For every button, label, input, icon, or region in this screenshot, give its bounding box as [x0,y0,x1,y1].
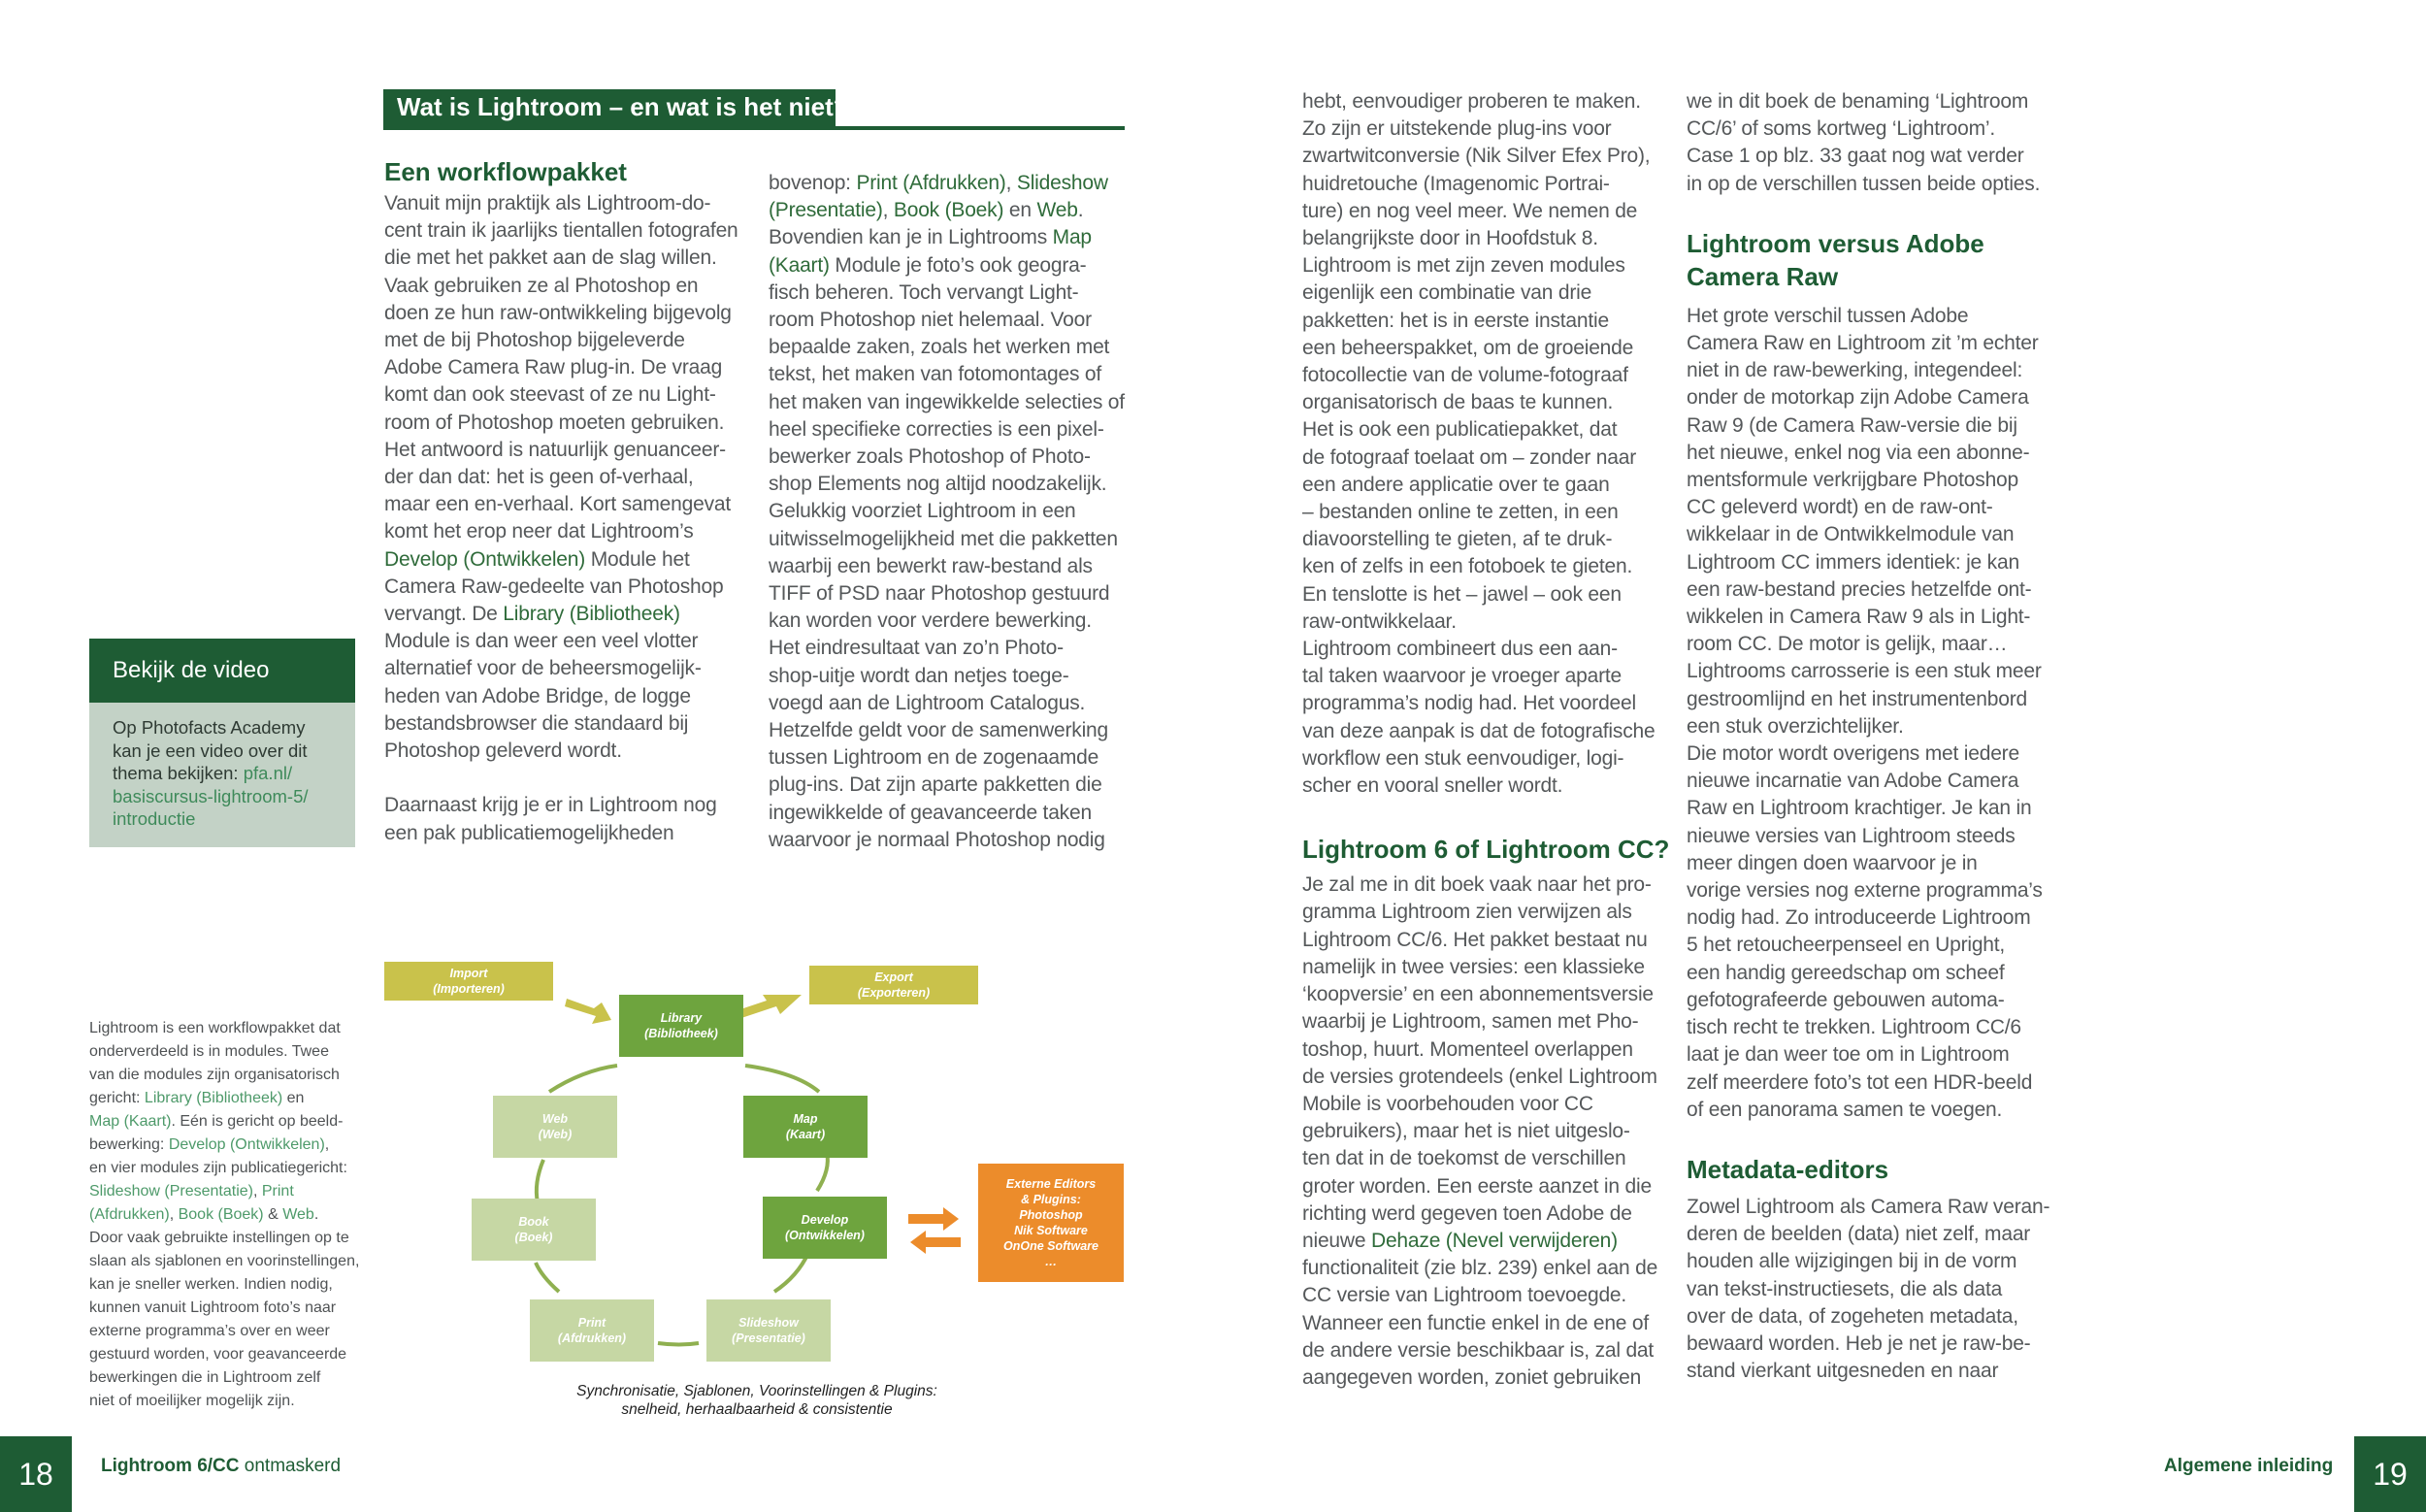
node-print: Print (Afdrukken) [530,1299,654,1362]
text-line: tussen Lightroom en de zogenaamde [769,746,1099,770]
text-line: niet of moeilijker mogelijk zijn. [89,1393,295,1409]
text-line: – bestanden online te zetten, in een [1302,501,1619,524]
text-line: fisch beheren. Toch vervangt Light- [769,280,1079,304]
text-line: van deze aanpak is dat de fotografische [1302,719,1656,742]
text-line: slaan als sjablonen en voorinstellingen, [89,1253,360,1269]
caption-line: Synchronisatie, Sjablonen, Voorinstellingen & Plugins: [576,1383,937,1399]
text-line: Camera Raw-gedeelte van Photoshop [384,575,724,598]
module-map-link: Map [1052,226,1092,249]
text-line: bepaalde zaken, zoals het werken met [769,336,1110,359]
note-library-link: Library (Bibliotheek) [144,1090,283,1106]
text-line [769,197,1137,224]
text-line: 5 het retoucheerpenseel en Upright, [1687,934,2006,957]
text-line: organisatorisch de baas te kunnen. [1302,391,1614,414]
node-slideshow: Slideshow (Presentatie) [706,1299,831,1362]
title-rule [383,126,1125,130]
text-line: houden alle wijzigingen bij in de vorm [1687,1250,2017,1273]
text-line: Mobile is voorbehouden voor CC [1302,1092,1593,1115]
running-title-bold: Lightroom 6/CC [101,1456,240,1476]
text-line: der dan dat: het is geen of-verhaal, [384,466,694,489]
text-line: room Photoshop niet helemaal. Voor [769,309,1092,332]
export-arrow-icon [738,995,802,1018]
text-line [384,601,743,628]
text-line: waarbij een bewerkt raw-bestand als [769,554,1093,577]
text-span: bovenop: [769,172,857,194]
column-4-text-b [1687,303,2055,1124]
node-web: Web (Web) [493,1096,617,1158]
heading-line: Camera Raw [1687,261,1839,291]
text-line: Het eindresultaat van zo’n Photo- [769,637,1064,660]
module-map-link-cont: (Kaart) [769,253,830,277]
video-link-cont[interactable]: introductie [113,808,196,829]
video-callout [89,639,355,847]
text-span: . Eén is gericht op beeld- [171,1113,344,1130]
text-line: doen ze hun raw-ontwikkeling bijgevolg [384,301,732,324]
node-export: Export (Exporteren) [809,966,978,1004]
node-book: Book (Boek) [472,1199,596,1261]
text-line: Lightrooms carrosserie is een stuk meer [1687,660,2042,683]
text-line: diavoorstelling te gieten, af te druk- [1302,528,1613,551]
text-line: het nieuwe, enkel nog via een abonne- [1687,441,2030,464]
text-span: en [1003,199,1037,222]
module-develop-link: Develop (Ontwikkelen) [384,547,586,571]
text-line [89,1180,371,1203]
node-library: Library (Bibliotheek) [619,995,743,1057]
text-line: we in dit boek de benaming ‘Lightroom [1687,90,2029,113]
text-line: Lightroom is met zijn zeven modules [1302,254,1625,278]
text-span: Module je foto’s ook geogra- [829,253,1087,277]
heading-metadata-editors: Metadata-editors [1687,1154,1889,1184]
column-2 [769,170,1137,854]
text-line [769,224,1137,251]
page-number-right: 19 [2354,1436,2426,1512]
text-line: de andere versie beschikbaar is, zal dat [1302,1338,1655,1362]
text-span: & [263,1206,283,1223]
text-line [89,1087,371,1110]
text-line: uitwisselmogelijkheid met die pakketten [769,527,1118,550]
note-print-link: Print [261,1183,294,1200]
text-line: heel specifieke correcties is een pixel- [769,417,1104,441]
text-line: kan worden voor verdere bewerking. [769,609,1092,633]
text-line: Die motor wordt overigens met iedere [1687,742,2019,766]
text-line: mentsformule verkrijgbare Photoshop [1687,469,2019,492]
text-line: TIFF of PSD naar Photoshop gestuurd [769,582,1110,606]
text-line: meer dingen doen waarvoor je in [1687,851,1978,874]
text-line: plug-ins. Dat zijn aparte pakketten die [769,773,1102,797]
text-span: nieuwe [1302,1229,1371,1252]
arrow-left-icon [910,1231,961,1254]
text-line: Lightroom CC/6. Het pakket bestaat nu [1302,928,1648,951]
sync-arrows [908,1207,961,1254]
text-line: huidretouche (Imagenomic Portrai- [1302,172,1610,195]
note-book-link: Book (Boek) [178,1206,264,1223]
text-line: cent train ik jaarlijks tientallen fotografen [384,219,738,243]
text-line: bestandsbrowser die standaard bij [384,711,689,735]
text-line: Adobe Camera Raw plug-in. De vraag [384,356,723,379]
text-span: . [313,1206,319,1223]
text-line: gestroomlijnd en het instrumentenbord [1687,687,2027,710]
text-line: bewerker zoals Photoshop of Photo- [769,445,1091,469]
cycle-arc-slideshow-print [658,1343,699,1345]
text-line: komt het erop neer dat Lightroom’s [384,520,694,543]
heading-workflowpakket: Een workflowpakket [384,157,627,186]
text-line: gestuurd worden, voor geavanceerde [89,1346,347,1363]
text-span: en [282,1090,305,1106]
text-line: tekst, het maken van fotomontages of [769,363,1102,386]
text-line: kan je een video over dit [113,740,308,761]
column-4 [1687,88,2055,1385]
heading-line: Lightroom versus Adobe [1687,228,1984,258]
text-line: Het antwoord is natuurlijk genuanceer- [384,438,726,461]
text-line: een raw-bestand precies hetzelfde ont- [1687,577,2032,601]
dehaze-link: Dehaze (Nevel verwijderen) [1370,1229,1618,1252]
column-1 [384,155,743,847]
text-line: programma’s nodig had. Het voordeel [1302,692,1636,715]
text-line: bewaard worden. Heb je net je raw-be- [1687,1331,2031,1355]
diagram-sidenote [89,1017,371,1413]
text-line [769,252,1137,279]
text-line: ‘koopversie’ en een abonnementsversie [1302,983,1654,1006]
text-line: nodig had. Zo introduceerde Lightroom [1687,906,2031,930]
text-line: kunnen vanuit Lightroom foto’s naar [89,1299,337,1316]
text-line: Lightroom is een workflowpakket dat [89,1020,341,1036]
cycle-arc-web-library [549,1066,617,1092]
text-line: tisch recht te trekken. Lightroom CC/6 [1687,1016,2021,1039]
text-line: van die modules zijn organisatorisch [89,1067,340,1083]
text-line: Op Photofacts Academy [113,717,306,738]
text-span: , [324,1136,330,1153]
column-1-text [384,190,743,847]
column-4-text-a [1687,88,2055,198]
column-3 [1302,88,1671,1392]
text-line: kan je sneller werken. Indien nodig, [89,1276,333,1293]
text-span: Module het [585,547,690,571]
text-line: room CC. De motor is gelijk, maar… [1687,633,2008,656]
text-line: toshop, huurt. Momenteel overlappen [1302,1037,1633,1061]
text-line [89,1134,371,1157]
text-line: Het grote verschil tussen Adobe [1687,304,1969,327]
running-title-rest: ontmaskerd [239,1456,342,1476]
text-line [89,1203,371,1227]
column-3-text-b [1302,871,1671,1392]
text-line: gebruikers), maar het is niet uitgeslo- [1302,1120,1630,1143]
text-line: ken of zelfs in een fotoboek te gieten. [1302,555,1633,578]
text-line: nieuwe incarnatie van Adobe Camera [1687,770,2019,793]
running-section: Algemene inleiding [2164,1456,2334,1476]
text-line: Wanneer een functie enkel in de ene of [1302,1311,1650,1334]
text-line: niet in de raw-bewerking, integendeel: [1687,359,2023,382]
text-line: Lightroom CC immers identiek: je kan [1687,550,2019,574]
note-slideshow-link: Slideshow (Presentatie) [89,1183,253,1200]
text-line: ten dat in de toekomst de verschillen [1302,1147,1626,1170]
text-line [89,1110,371,1134]
note-print-link-cont: (Afdrukken) [89,1206,170,1223]
text-line: pakketten: het is in eerste instantie [1302,309,1609,332]
text-line: Je zal me in dit boek vaak naar het pro- [1302,873,1652,897]
text-line: een pak publicatiemogelijkheden [384,821,674,844]
text-line: waarvoor je normaal Photoshop nodig [769,828,1105,851]
text-span: thema bekijken: [113,763,244,783]
workflow-diagram [378,956,1135,1383]
module-slideshow-link-cont: (Presentatie) [769,199,883,222]
text-line: shop-uitje wordt dan netjes toege- [769,664,1069,687]
text-line: een handig gereedschap om scheef [1687,961,2005,984]
text-line: groter worden. Een eerste aanzet in die [1302,1174,1652,1198]
text-line: Gelukkig voorziet Lightroom in een [769,500,1076,523]
text-line: gramma Lightroom zien verwijzen als [1302,901,1632,924]
cycle-arc-book-web [537,1160,543,1202]
note-map-link: Map (Kaart) [89,1113,172,1130]
video-callout-text [113,716,345,831]
module-library-link: Library (Bibliotheek) [503,603,680,626]
text-line: die met het pakket aan de slag willen. [384,247,717,270]
node-external-editors: Externe Editors & Plugins: Photoshop Nik Software OnOne Software … [978,1164,1124,1282]
node-develop: Develop (Ontwikkelen) [763,1197,887,1259]
text-line: namelijk in twee versies: een klassieke [1302,955,1645,978]
text-line: waarbij je Lightroom, samen met Pho- [1302,1010,1639,1034]
text-line: een stuk overzichtelijker. [1687,714,1904,738]
text-line: aangegeven worden, zoniet gebruiken [1302,1365,1642,1389]
text-span: , [252,1183,262,1200]
text-line: heden van Adobe Bridge, de logge [384,684,691,707]
text-line: Vaak gebruiken ze al Photoshop en [384,274,699,297]
cycle-arc-develop-slideshow [774,1253,808,1292]
text-line: gefotografeerde gebouwen automa- [1687,988,2005,1011]
text-line: externe programma’s over en weer [89,1323,330,1339]
cycle-arc-library-map [745,1066,819,1092]
text-span: bewerking: [89,1136,169,1153]
text-line: Zo zijn er uitstekende plug-ins voor [1302,117,1612,141]
note-develop-link: Develop (Ontwikkelen) [168,1136,325,1153]
text-line: eigenlijk een combinatie van drie [1302,281,1592,305]
arrow-right-icon [908,1207,959,1231]
text-line [1302,1228,1671,1255]
text-line: een andere applicatie over te gaan [1302,473,1610,496]
text-line: En tenslotte is het – jawel – ook een [1302,582,1622,606]
section-title-bar [383,89,1125,130]
text-line: Photoshop geleverd wordt. [384,740,622,763]
text-line: shop Elements nog altijd noodzakelijk. [769,473,1107,496]
text-line: over de data, of zogeheten metadata, [1687,1304,2018,1328]
heading-lightroom-6-or-cc: Lightroom 6 of Lightroom CC? [1302,835,1670,865]
text-line: komt dan ook steevast of ze nu Light- [384,383,716,407]
text-line: onder de motorkap zijn Adobe Camera [1687,386,2029,410]
node-import: Import (Importeren) [384,962,553,1001]
text-line: Lightroom combineert dus een aan- [1302,638,1618,661]
text-span: , [1005,172,1017,194]
module-web-link: Web [1036,199,1078,222]
text-line: Hetzelfde geldt voor de samenwerking [769,719,1108,742]
text-line: een beheerspakket, om de groeiende [1302,336,1634,359]
text-line: CC/6’ of soms kortweg ‘Lightroom’. [1687,117,1996,141]
caption-line: snelheid, herhaalbaarheid & consistentie [621,1401,893,1418]
text-line [113,762,345,785]
text-line [769,170,1137,197]
text-line: ingewikkelde of geavanceerde taken [769,801,1092,824]
text-line: bewerkingen die in Lightroom zelf [89,1369,321,1386]
text-line: fotocollectie van de volume-fotograaf [1302,364,1628,387]
text-line: Case 1 op blz. 33 gaat nog wat verder [1687,145,2024,168]
text-line: CC versie van Lightroom toevoegde. [1302,1284,1627,1307]
column-3-text [1302,88,1671,800]
module-print-link: Print (Afdrukken) [856,172,1006,194]
import-arrow-icon [565,999,611,1024]
text-span: , [882,199,894,222]
page-number-left: 18 [0,1436,72,1512]
text-line: maar een en-verhaal. Kort samengevat [384,493,731,516]
text-line: Zowel Lightroom als Camera Raw veran- [1687,1195,2050,1218]
text-line: Het is ook een publicatiepakket, dat [1302,418,1618,442]
diagram-caption [543,1382,970,1419]
text-line: ture) en nog veel meer. We nemen de [1302,199,1638,222]
text-span: vervangt. De [384,603,504,626]
node-map: Map (Kaart) [743,1096,868,1158]
text-line: Raw en Lightroom krachtiger. Je kan in [1687,797,2032,820]
text-line: Vanuit mijn praktijk als Lightroom-do- [384,192,711,214]
text-line: zwartwitconversie (Nik Silver Efex Pro), [1302,145,1651,168]
text-line: CC geleverd wordt) en de raw-ont- [1687,496,1993,519]
text-line: voegd aan de Lightroom Catalogus. [769,691,1086,714]
text-line: Raw 9 (de Camera Raw-versie die bij [1687,413,2017,437]
note-web-link: Web [282,1206,314,1223]
text-line: of een panorama samen te voegen. [1687,1098,2003,1121]
text-line: vorige versies nog externe programma’s [1687,879,2043,903]
text-span: , [169,1206,179,1223]
module-book-link: Book (Boek) [893,199,1004,222]
video-callout-title: Bekijk de video [89,639,355,703]
page-title: Wat is Lightroom – en wat is het niet? [397,92,849,121]
text-line: workflow een stuk eenvoudiger, logi- [1302,746,1624,770]
text-line: van tekst-instructiesets, die als data [1687,1277,2003,1300]
text-line: Daarnaast krijg je er in Lightroom nog [384,794,717,817]
text-line [384,546,743,574]
text-line: onderverdeeld is in modules. Twee [89,1043,329,1060]
text-line: deren de beelden (data) niet zelf, maar [1687,1223,2031,1246]
text-line: het maken van ingewikkelde selecties of [769,390,1125,413]
text-line: wikkelaar in de Ontwikkelmodule van [1687,523,2015,546]
text-line: functionaliteit (zie blz. 239) enkel aan de [1302,1257,1658,1280]
text-line: zelf meerdere foto’s tot een HDR-beeld [1687,1070,2033,1094]
text-line: de versies grotendeels (enkel Lightroom [1302,1065,1657,1088]
text-line: raw-ontwikkelaar. [1302,609,1457,633]
text-line: Module is dan weer een veel vlotter [384,630,699,653]
text-line: stand vierkant uitgesneden en naar [1687,1360,1999,1383]
cycle-arc-map-develop [817,1152,828,1191]
text-line: room of Photoshop moeten gebruiken. [384,411,725,434]
text-span: gericht: [89,1090,145,1106]
text-line: en vier modules zijn publicatiegericht: [89,1160,347,1176]
text-line: nieuwe versies van Lightroom steeds [1687,824,2016,847]
text-line: wikkelen in Camera Raw 9 als in Light- [1687,606,2031,629]
text-line: belangrijkste door in Hoofdstuk 8. [1302,227,1598,250]
text-span: Bovendien kan je in Lightrooms [769,226,1053,249]
text-line: Door vaak gebruikte instellingen op te [89,1230,349,1246]
text-line: in op de verschillen tussen beide opties. [1687,172,2041,195]
heading-lightroom-vs-acr [1687,227,2055,293]
running-title [101,1456,341,1477]
text-span: . [1077,199,1084,222]
text-line: laat je dan weer toe om in Lightroom [1687,1043,2010,1067]
text-line: Camera Raw en Lightroom zit ’m echter [1687,332,2039,355]
text-line: scher en vooral sneller wordt. [1302,774,1563,798]
text-line: hebt, eenvoudiger proberen te maken. [1302,90,1641,113]
text-line: met de bij Photoshop bijgeleverde [384,329,685,352]
video-link[interactable]: pfa.nl/ [243,763,293,783]
text-line: alternatief voor de beheersmogelijk- [384,657,702,680]
module-slideshow-link: Slideshow [1016,172,1108,194]
video-link-cont[interactable]: basiscursus-lightroom-5/ [113,785,309,806]
text-line: richting werd gegeven toen Adobe de [1302,1201,1632,1225]
text-line: tal taken waarvoor je vroeger aparte [1302,665,1622,688]
column-4-text-c [1687,1194,2055,1385]
text-line: de fotograaf toelaat om – zonder naar [1302,445,1637,469]
cycle-arc-print-book [536,1263,559,1292]
blank-line [384,765,743,792]
